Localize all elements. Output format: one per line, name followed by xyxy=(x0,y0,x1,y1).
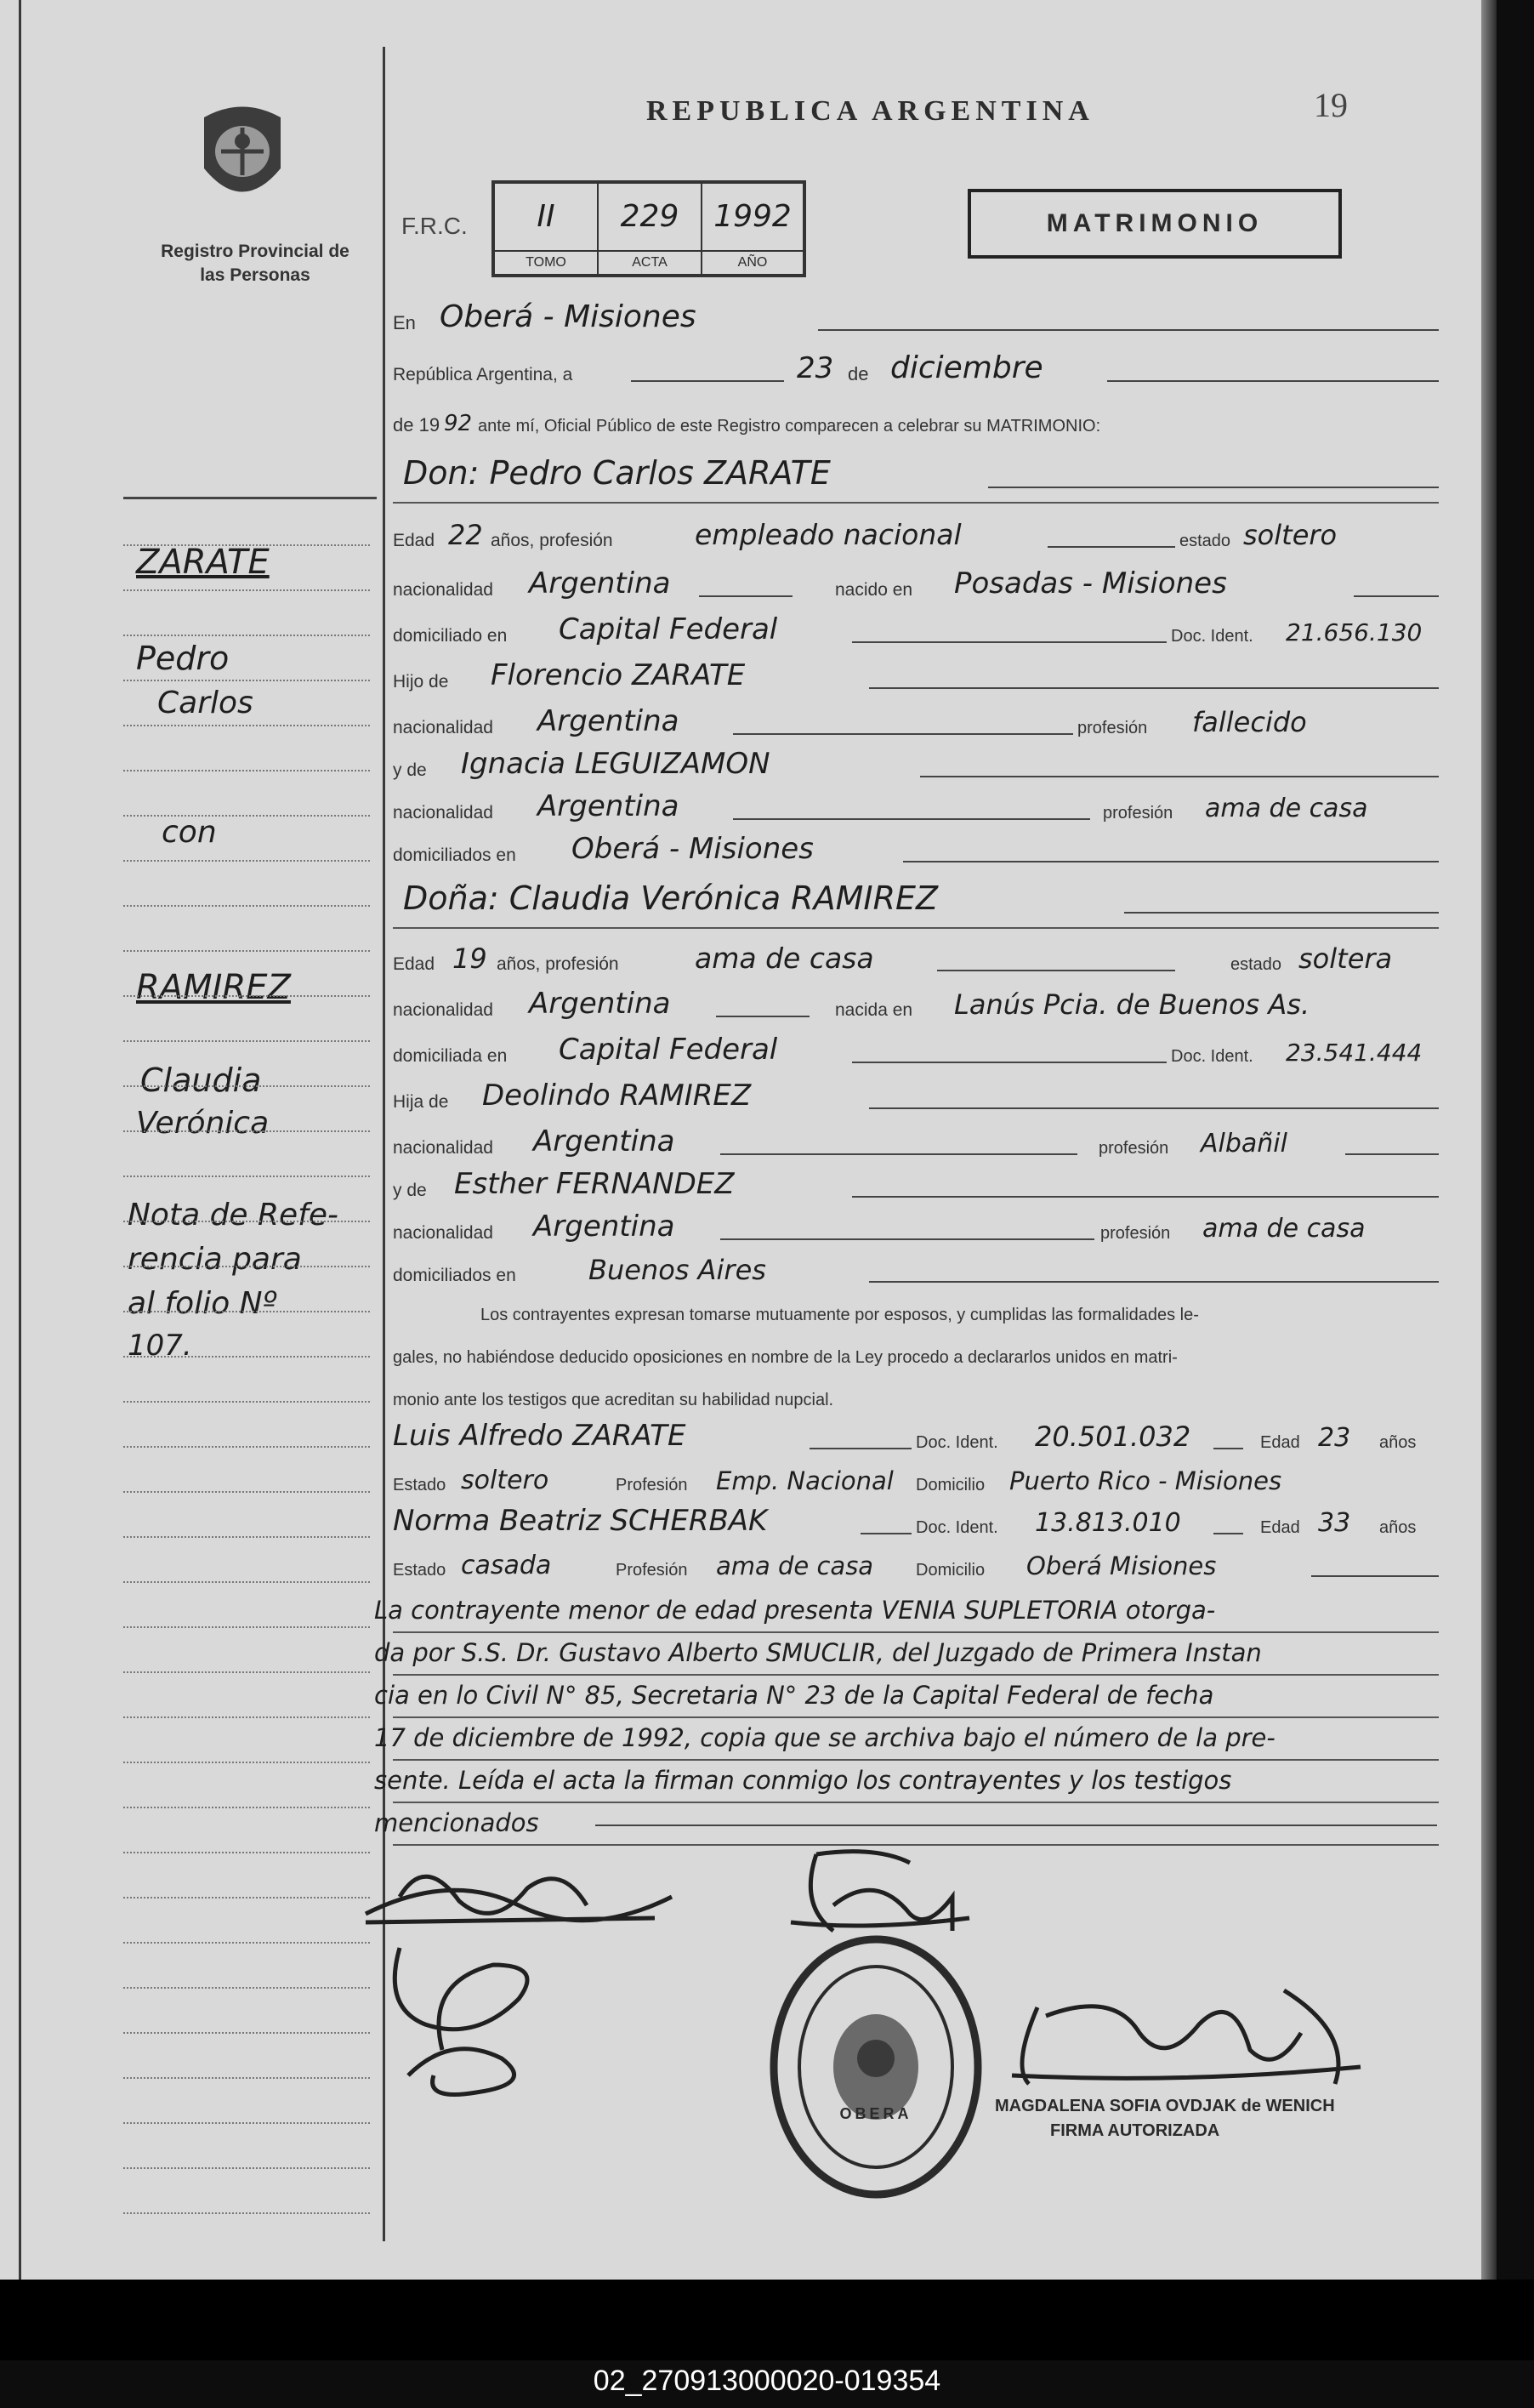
witness1-edad-label: Edad xyxy=(1260,1433,1300,1452)
witness2-estado-label: Estado xyxy=(393,1561,446,1580)
row-bride-father xyxy=(393,1080,1439,1116)
groom-age: 22 xyxy=(448,519,483,551)
row-bride-mother-nat xyxy=(393,1211,1439,1247)
bride-doc: 23.541.444 xyxy=(1286,1039,1423,1067)
bride-mother-nat-label: nacionalidad xyxy=(393,1223,493,1243)
acta-value: 229 xyxy=(620,199,679,234)
row-witness2-details xyxy=(393,1548,1439,1584)
row-bride-name xyxy=(393,880,1439,920)
groom-nat-dash xyxy=(699,595,793,597)
tomo-cell xyxy=(495,184,599,274)
acta-cell xyxy=(599,184,702,274)
margin-dotted-line xyxy=(123,1221,370,1222)
notes-line-3: cia en lo Civil N° 85, Secretaria N° 23 de la Capital Federal de fecha xyxy=(374,1681,1214,1710)
frc-label: F.R.C. xyxy=(401,213,468,239)
row-year xyxy=(393,404,1439,440)
margin-dotted-line xyxy=(123,2167,370,2169)
margin-dotted-line xyxy=(123,1762,370,1763)
document-type-title: MATRIMONIO xyxy=(968,189,1342,259)
bride-mother-profession: ama de casa xyxy=(1202,1214,1366,1244)
witness1-doc-dash xyxy=(1213,1448,1243,1449)
margin-dotted-line xyxy=(123,1446,370,1448)
country-title: REPUBLICA ARGENTINA xyxy=(646,95,1094,127)
margin-dotted-line xyxy=(123,589,370,591)
official-name: MAGDALENA SOFIA OVDJAK de WENICH xyxy=(995,2097,1335,2115)
margin-dotted-line xyxy=(123,1040,370,1042)
groom-name: Don: Pedro Carlos ZARATE xyxy=(403,454,831,492)
groom-anos-label: años, profesión xyxy=(491,531,613,550)
de-label: de xyxy=(848,363,869,384)
bride-block-rule xyxy=(393,927,1439,929)
notes-rule-5 xyxy=(393,1802,1439,1803)
bride-name-dash xyxy=(1124,912,1439,914)
witness2-anos-label: años xyxy=(1379,1518,1417,1537)
row-groom-domicile xyxy=(393,614,1439,650)
row-groom-father-nat xyxy=(393,706,1439,742)
margin-con: con xyxy=(162,815,217,850)
groom-birth-dash xyxy=(1354,595,1439,597)
margin-note-line-4: 107. xyxy=(128,1329,192,1363)
witness2-doc-label: Doc. Ident. xyxy=(916,1518,998,1537)
groom-estado-label: estado xyxy=(1179,532,1231,550)
groom-nationality: Argentina xyxy=(529,566,671,601)
witness1-estado: soltero xyxy=(461,1466,549,1495)
margin-dotted-line xyxy=(123,1581,370,1583)
en-label: En xyxy=(393,312,416,333)
margin-dotted-line xyxy=(123,1807,370,1808)
groom-parents-dom-label: domiciliados en xyxy=(393,845,516,865)
margin-dotted-line xyxy=(123,1942,370,1944)
groom-profession: empleado nacional xyxy=(695,518,962,551)
bride-estado: soltera xyxy=(1298,942,1393,975)
bride-parents-dom-dash xyxy=(869,1281,1439,1283)
bride-edad-label: Edad xyxy=(393,954,435,974)
row-bride-domicile xyxy=(393,1034,1439,1070)
groom-father-profession: fallecido xyxy=(1192,706,1307,738)
row-bride-father-nat xyxy=(393,1126,1439,1162)
bride-nat-label: nacionalidad xyxy=(393,1000,493,1020)
notes-line-2: da por S.S. Dr. Gustavo Alberto SMUCLIR, del Juzgado de Primera Instan xyxy=(374,1638,1262,1667)
seal-place-text: OBERA xyxy=(839,2105,912,2122)
groom-parents-dom-dash xyxy=(903,861,1439,862)
row-groom-father xyxy=(393,660,1439,696)
place-dash xyxy=(818,329,1439,331)
witness2-name: Norma Beatriz SCHERBAK xyxy=(393,1504,768,1538)
witness2-doc-dash xyxy=(1213,1533,1243,1534)
witness1-dom-label: Domicilio xyxy=(916,1476,986,1494)
margin-groom-surname: ZARATE xyxy=(136,543,270,582)
margin-dotted-line xyxy=(123,1266,370,1267)
witness2-age: 33 xyxy=(1318,1508,1351,1538)
row-groom-mother-nat xyxy=(393,791,1439,827)
bride-father-prof-label: profesión xyxy=(1099,1139,1169,1158)
margin-dotted-line xyxy=(123,1987,370,1989)
row-bride-mother xyxy=(393,1169,1439,1204)
groom-mother-nationality: Argentina xyxy=(537,789,679,823)
groom-edad-label: Edad xyxy=(393,531,435,550)
witness2-prof-label: Profesión xyxy=(616,1561,688,1580)
bride-mother-nat-dash xyxy=(720,1238,1094,1240)
groom-mother-nat-label: nacionalidad xyxy=(393,803,493,823)
scan-bottom-strip xyxy=(0,2280,1534,2360)
row-groom-age xyxy=(393,519,1439,555)
margin-dotted-line xyxy=(123,680,370,681)
declaration-line-1: Los contrayentes expresan tomarse mutuamente por esposos, y cumplidas las formalidades le- xyxy=(480,1306,1199,1324)
margin-top-rule xyxy=(123,497,377,499)
margin-dotted-line xyxy=(123,2212,370,2214)
day-value: 23 xyxy=(797,351,834,385)
bride-mother-dash xyxy=(852,1196,1439,1198)
bride-father-nationality: Argentina xyxy=(533,1124,675,1158)
margin-dotted-line xyxy=(123,1897,370,1899)
margin-dotted-line xyxy=(123,1176,370,1177)
margin-dotted-line xyxy=(123,1716,370,1718)
groom-domicile: Capital Federal xyxy=(559,612,778,646)
registry-emblem-icon xyxy=(196,100,289,211)
margin-dotted-line xyxy=(123,770,370,771)
groom-mother-nat-dash xyxy=(733,818,1090,820)
margin-dotted-line xyxy=(123,635,370,636)
date-dash-1 xyxy=(631,380,784,382)
row-groom-name xyxy=(393,454,1439,495)
groom-doc-label: Doc. Ident. xyxy=(1171,627,1253,646)
margin-dotted-line xyxy=(123,995,370,997)
signature-groom-icon xyxy=(349,1837,740,2118)
margin-note-line-1: Nota de Refe- xyxy=(128,1198,338,1232)
row-bride-age xyxy=(393,942,1439,978)
groom-hijo-label: Hijo de xyxy=(393,672,449,692)
notes-rule-1 xyxy=(393,1631,1439,1633)
witness1-name-dash xyxy=(810,1448,912,1449)
groom-birthplace: Posadas - Misiones xyxy=(954,566,1227,601)
bride-profession: ama de casa xyxy=(695,942,874,975)
bride-doc-label: Doc. Ident. xyxy=(1171,1047,1253,1066)
margin-dotted-line xyxy=(123,1401,370,1403)
witness2-dom-dash xyxy=(1311,1575,1439,1577)
margin-dotted-line xyxy=(123,905,370,907)
bride-prof-dash xyxy=(937,970,1175,971)
witness2-estado: casada xyxy=(461,1551,552,1580)
witness2-doc: 13.813.010 xyxy=(1035,1508,1181,1538)
witness1-profession: Emp. Nacional xyxy=(716,1466,894,1495)
margin-groom-second: Carlos xyxy=(157,686,253,720)
witness1-age: 23 xyxy=(1318,1423,1351,1453)
notes-line-1: La contrayente menor de edad presenta VENIA SUPLETORIA otorga- xyxy=(374,1596,1216,1625)
bride-father-dash xyxy=(869,1107,1439,1109)
bride-age: 19 xyxy=(452,942,487,975)
groom-dom-label: domiciliado en xyxy=(393,626,508,646)
groom-nat-label: nacionalidad xyxy=(393,580,493,600)
witness2-domicile: Oberá Misiones xyxy=(1026,1551,1217,1580)
groom-y-de-label: y de xyxy=(393,760,427,780)
groom-mother-prof-label: profesión xyxy=(1103,804,1173,823)
margin-dotted-line xyxy=(123,2032,370,2034)
tomo-value: II xyxy=(537,199,555,234)
month-value: diciembre xyxy=(890,350,1043,385)
bride-father-prof-dash xyxy=(1345,1153,1439,1155)
bride-domicile: Capital Federal xyxy=(559,1033,778,1067)
year-suffix: 92 xyxy=(444,411,473,436)
witness1-estado-label: Estado xyxy=(393,1476,446,1494)
groom-estado: soltero xyxy=(1243,519,1338,551)
margin-dotted-line xyxy=(123,1536,370,1538)
groom-father: Florencio ZARATE xyxy=(491,658,746,692)
margin-dotted-line xyxy=(123,1130,370,1132)
bride-father: Deolindo RAMIREZ xyxy=(482,1079,752,1113)
bride-anos-label: años, profesión xyxy=(497,954,619,974)
margin-groom-first: Pedro xyxy=(136,640,230,677)
binding-edge-line xyxy=(19,0,21,2280)
acta-label: ACTA xyxy=(599,250,701,274)
witness2-edad-label: Edad xyxy=(1260,1518,1300,1537)
groom-name-dash xyxy=(988,487,1439,488)
notes-line-5: sente. Leída el acta la firman conmigo los contrayentes y los testigos xyxy=(374,1766,1232,1795)
bride-hija-label: Hija de xyxy=(393,1092,449,1112)
row-date xyxy=(393,350,1439,389)
notes-end-dash xyxy=(595,1825,1437,1826)
margin-dotted-line xyxy=(123,1356,370,1358)
notes-line-6: mencionados xyxy=(374,1808,539,1837)
bride-birthplace: Lanús Pcia. de Buenos As. xyxy=(954,988,1310,1021)
bride-parents-domicile: Buenos Aires xyxy=(588,1254,766,1286)
bride-nacida-label: nacida en xyxy=(835,1000,913,1020)
statement-text: ante mí, Oficial Público de este Registro comparecen a celebrar su MATRIMONIO: xyxy=(478,417,1101,435)
groom-block-rule xyxy=(393,502,1439,504)
groom-father-nationality: Argentina xyxy=(537,704,679,738)
bride-y-de-label: y de xyxy=(393,1181,427,1200)
margin-dotted-line xyxy=(123,725,370,726)
groom-nacido-label: nacido en xyxy=(835,580,913,600)
margin-dotted-line xyxy=(123,544,370,546)
bride-father-nat-label: nacionalidad xyxy=(393,1138,493,1158)
anio-cell xyxy=(702,184,803,274)
witness1-anos-label: años xyxy=(1379,1433,1417,1452)
registry-name: Registro Provincial de las Personas xyxy=(161,242,349,285)
groom-father-nat-label: nacionalidad xyxy=(393,718,493,737)
row-groom-parents-domicile xyxy=(393,834,1439,869)
row-groom-nationality xyxy=(393,568,1439,604)
declaration-line-3: monio ante los testigos que acreditan su habilidad nupcial. xyxy=(393,1391,834,1409)
bride-estado-label: estado xyxy=(1230,955,1282,974)
notes-rule-4 xyxy=(393,1759,1439,1761)
groom-mother: Ignacia LEGUIZAMON xyxy=(461,747,770,781)
margin-dotted-line xyxy=(123,1491,370,1493)
bride-dom-label: domiciliada en xyxy=(393,1046,508,1066)
notes-rule-2 xyxy=(393,1674,1439,1676)
row-witness1-details xyxy=(393,1463,1439,1499)
margin-bride-surname: RAMIREZ xyxy=(136,968,291,1007)
anio-value: 1992 xyxy=(713,199,792,234)
groom-parents-domicile: Oberá - Misiones xyxy=(571,832,814,866)
witness1-doc-label: Doc. Ident. xyxy=(916,1433,998,1452)
groom-mother-dash xyxy=(920,776,1439,777)
witness2-name-dash xyxy=(861,1533,912,1534)
place-value: Oberá - Misiones xyxy=(440,299,696,334)
witness2-profession: ama de casa xyxy=(716,1551,874,1580)
row-place xyxy=(393,299,1439,338)
year-prefix: de 19 xyxy=(393,414,440,435)
bride-dom-dash xyxy=(852,1062,1167,1063)
bride-parents-dom-label: domiciliados en xyxy=(393,1266,516,1285)
margin-dotted-line xyxy=(123,1626,370,1628)
bride-nationality: Argentina xyxy=(529,987,671,1021)
notes-line-4: 17 de diciembre de 1992, copia que se archiva bajo el número de la pre- xyxy=(374,1723,1275,1752)
official-seal-icon xyxy=(765,1931,986,2203)
row-groom-mother xyxy=(393,749,1439,784)
groom-father-nat-dash xyxy=(733,733,1073,735)
bride-mother-prof-label: profesión xyxy=(1100,1224,1171,1243)
margin-dotted-line xyxy=(123,815,370,817)
file-id-caption: 02_270913000020-019354 xyxy=(593,2365,941,2397)
margin-dotted-line xyxy=(123,950,370,952)
notes-rule-3 xyxy=(393,1716,1439,1718)
margin-dotted-line xyxy=(123,1671,370,1673)
bride-name: Doña: Claudia Verónica RAMIREZ xyxy=(403,880,939,917)
witness1-name: Luis Alfredo ZARATE xyxy=(393,1419,686,1453)
margin-dotted-line xyxy=(123,1085,370,1087)
declaration-line-2: gales, no habiéndose deducido oposiciones en nombre de la Ley procedo a declararlos unidos en matri- xyxy=(393,1348,1178,1367)
groom-father-prof-label: profesión xyxy=(1077,719,1148,737)
margin-bride-first: Claudia xyxy=(140,1062,262,1099)
groom-dom-dash xyxy=(852,641,1167,643)
witness1-domicile: Puerto Rico - Misiones xyxy=(1009,1466,1282,1495)
margin-note-line-2: rencia para xyxy=(128,1242,302,1277)
row-bride-nationality xyxy=(393,988,1439,1024)
groom-mother-profession: ama de casa xyxy=(1205,794,1368,823)
anio-label: AÑO xyxy=(702,250,803,274)
margin-bride-second: Verónica xyxy=(136,1106,270,1141)
row-bride-parents-domicile xyxy=(393,1254,1439,1289)
bride-mother: Esther FERNANDEZ xyxy=(454,1167,735,1201)
groom-prof-dash xyxy=(1048,546,1175,548)
bride-nat-dash xyxy=(716,1016,810,1017)
registry-code-box xyxy=(491,180,806,277)
bride-mother-nationality: Argentina xyxy=(533,1210,675,1244)
bride-father-profession: Albañil xyxy=(1201,1129,1287,1158)
margin-dotted-line xyxy=(123,1852,370,1853)
margin-note-line-3: al folio Nº xyxy=(128,1286,277,1321)
margin-dotted-line xyxy=(123,860,370,862)
margin-dotted-line xyxy=(123,2122,370,2124)
date-dash-2 xyxy=(1107,380,1439,382)
tomo-label: TOMO xyxy=(495,250,597,274)
row-witness2-name xyxy=(393,1506,1439,1541)
row-witness1-name xyxy=(393,1420,1439,1456)
groom-doc: 21.656.130 xyxy=(1286,618,1423,646)
margin-dotted-line xyxy=(123,2077,370,2079)
margin-dotted-line xyxy=(123,1311,370,1312)
bride-father-nat-dash xyxy=(720,1153,1077,1155)
witness1-doc: 20.501.032 xyxy=(1035,1420,1191,1453)
groom-father-dash xyxy=(869,687,1439,689)
official-title: FIRMA AUTORIZADA xyxy=(1050,2121,1220,2140)
witness2-dom-label: Domicilio xyxy=(916,1561,986,1580)
witness1-prof-label: Profesión xyxy=(616,1476,688,1494)
folio-number: 19 xyxy=(1314,86,1348,124)
republica-label: República Argentina, a xyxy=(393,365,573,384)
